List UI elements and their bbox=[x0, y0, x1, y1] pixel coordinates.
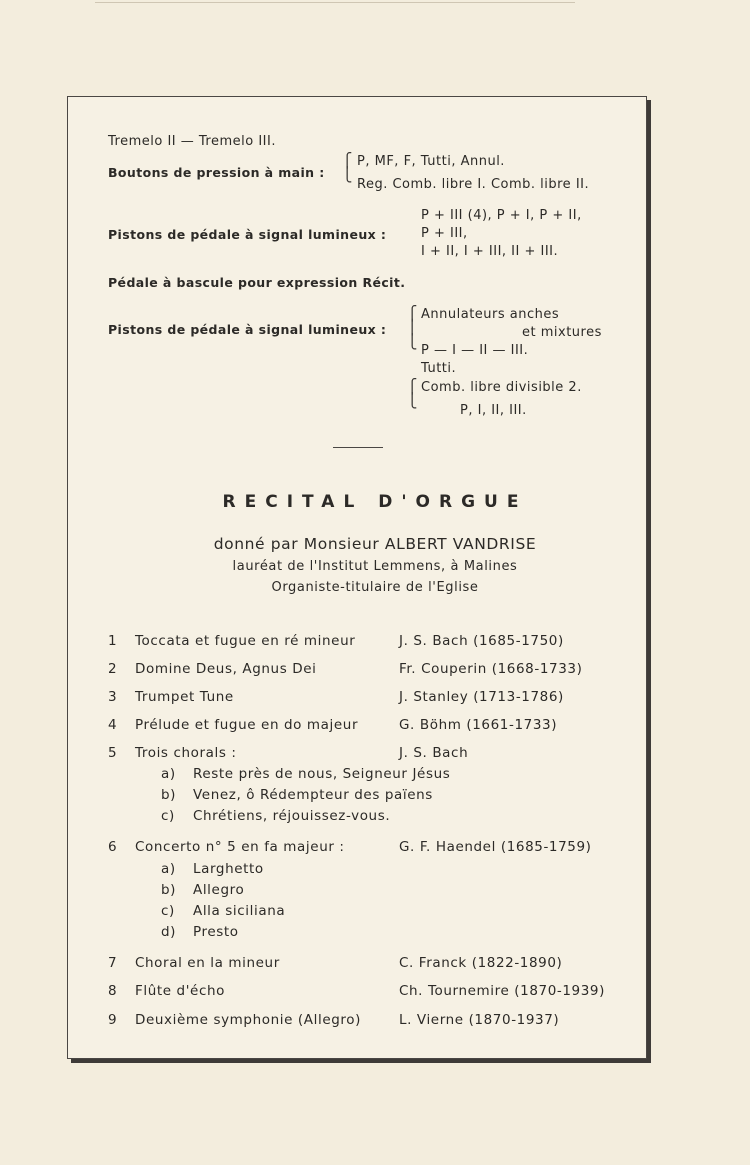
program-composer: G. F. Haendel (1685-1759) bbox=[399, 839, 592, 855]
choral-title: Venez, ô Rédempteur des païens bbox=[193, 787, 433, 803]
pistons2-label: Pistons de pédale à signal lumineux : bbox=[108, 322, 387, 337]
pistons1-label: Pistons de pédale à signal lumineux : bbox=[108, 227, 387, 242]
laureat-line: lauréat de l'Institut Lemmens, à Malines bbox=[232, 559, 518, 574]
movement-title: Presto bbox=[193, 924, 239, 940]
organiste-line: Organiste-titulaire de l'Eglise bbox=[271, 580, 479, 595]
program-number: 1 bbox=[108, 633, 118, 649]
pistons1-value-3: I + II, I + III, II + III. bbox=[421, 244, 559, 259]
page-top-rule bbox=[95, 2, 575, 3]
program-piece: Trois chorals : bbox=[135, 745, 237, 761]
pistons2-value-6: P, I, II, III. bbox=[460, 403, 527, 418]
program-number: 7 bbox=[108, 955, 118, 971]
pistons2-value-4: Tutti. bbox=[421, 361, 457, 376]
pistons2-value-3: P — I — II — III. bbox=[421, 343, 529, 358]
program-piece: Flûte d'écho bbox=[135, 983, 225, 999]
program-number: 3 bbox=[108, 689, 118, 705]
section-divider bbox=[333, 447, 383, 448]
movement-letter: b) bbox=[161, 882, 177, 898]
choral-letter: c) bbox=[161, 808, 175, 824]
pistons2-value-1: Annulateurs anches bbox=[421, 307, 560, 322]
program-number: 9 bbox=[108, 1012, 118, 1028]
program-piece: Concerto n° 5 en fa majeur : bbox=[135, 839, 345, 855]
program-composer: J. S. Bach bbox=[399, 745, 469, 761]
movement-letter: c) bbox=[161, 903, 175, 919]
program-piece: Domine Deus, Agnus Dei bbox=[135, 661, 317, 677]
choral-title: Chrétiens, réjouissez-vous. bbox=[193, 808, 391, 824]
pistons2-value-5: Comb. libre divisible 2. bbox=[421, 380, 582, 395]
pistons2-value-2: et mixtures bbox=[522, 325, 602, 340]
program-number: 5 bbox=[108, 745, 118, 761]
movement-title: Alla siciliana bbox=[193, 903, 286, 919]
movement-title: Allegro bbox=[193, 882, 245, 898]
choral-letter: a) bbox=[161, 766, 176, 782]
program-number: 8 bbox=[108, 983, 118, 999]
program-number: 2 bbox=[108, 661, 118, 677]
program-piece: Prélude et fugue en do majeur bbox=[135, 717, 359, 733]
program-piece: Toccata et fugue en ré mineur bbox=[135, 633, 356, 649]
movement-title: Larghetto bbox=[193, 861, 264, 877]
boutons-value-2: Reg. Comb. libre I. Comb. libre II. bbox=[357, 177, 590, 192]
program-composer: C. Franck (1822-1890) bbox=[399, 955, 563, 971]
movement-letter: d) bbox=[161, 924, 177, 940]
program-number: 4 bbox=[108, 717, 118, 733]
performer-line: donné par Monsieur ALBERT VANDRISE bbox=[213, 535, 537, 553]
program-composer: J. Stanley (1713-1786) bbox=[399, 689, 564, 705]
choral-title: Reste près de nous, Seigneur Jésus bbox=[193, 766, 451, 782]
program-number: 6 bbox=[108, 839, 118, 855]
program-composer: Ch. Tournemire (1870-1939) bbox=[399, 983, 605, 999]
recital-title: RECITAL D'ORGUE bbox=[222, 492, 528, 512]
program-piece: Trumpet Tune bbox=[135, 689, 234, 705]
pistons1-value-2: P + III, bbox=[421, 226, 468, 241]
boutons-value-1: P, MF, F, Tutti, Annul. bbox=[357, 154, 505, 169]
program-composer: L. Vierne (1870-1937) bbox=[399, 1012, 560, 1028]
pedale-line: Pédale à bascule pour expression Récit. bbox=[108, 275, 406, 290]
program-piece: Deuxième symphonie (Allegro) bbox=[135, 1012, 361, 1028]
program-composer: G. Böhm (1661-1733) bbox=[399, 717, 558, 733]
brace-icon: ⎧ ⎩ bbox=[407, 379, 418, 409]
program-composer: Fr. Couperin (1668-1733) bbox=[399, 661, 583, 677]
choral-letter: b) bbox=[161, 787, 177, 803]
tremolo-line: Tremelo II — Tremelo III. bbox=[108, 134, 276, 149]
brace-icon: ⎧ ⎩ bbox=[342, 153, 353, 183]
pistons1-value-1: P + III (4), P + I, P + II, bbox=[421, 208, 582, 223]
program-composer: J. S. Bach (1685-1750) bbox=[399, 633, 564, 649]
movement-letter: a) bbox=[161, 861, 176, 877]
brace-icon: ⎧ ⎪ ⎩ bbox=[407, 306, 418, 350]
boutons-label: Boutons de pression à main : bbox=[108, 165, 325, 180]
program-piece: Choral en la mineur bbox=[135, 955, 280, 971]
